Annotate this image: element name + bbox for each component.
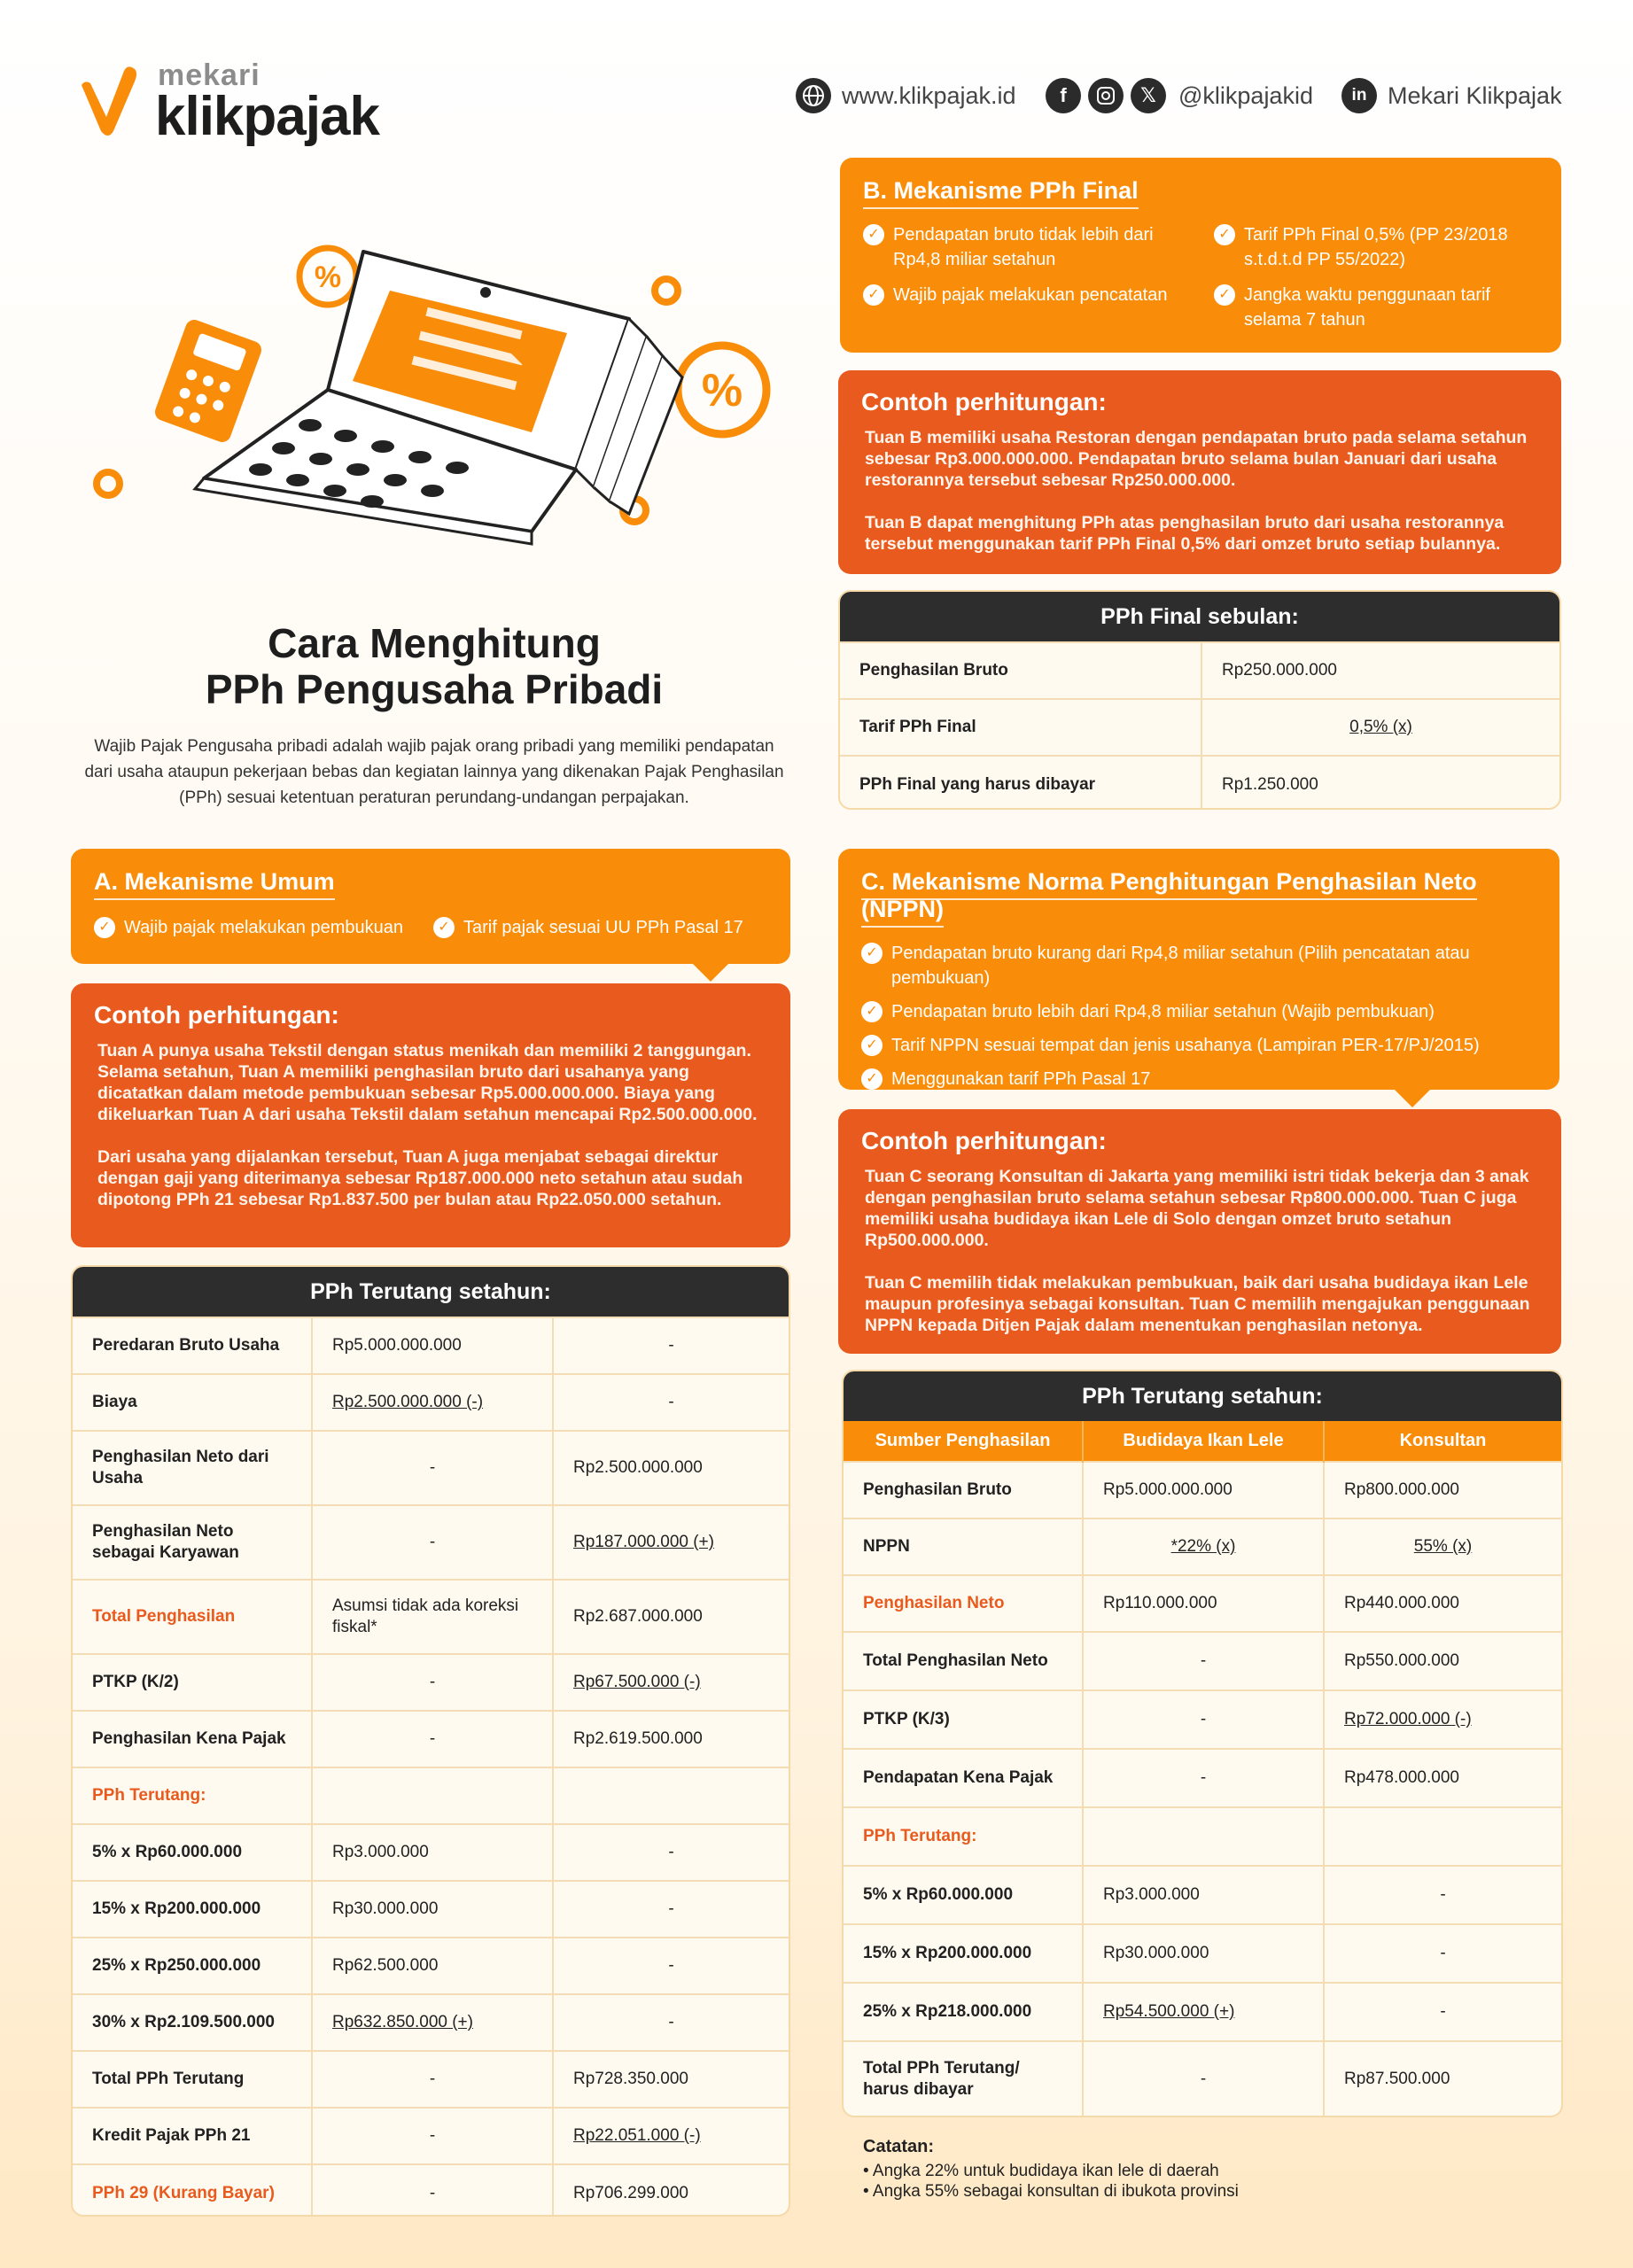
cell-value: - xyxy=(553,1881,789,1938)
book-laptop-illustration xyxy=(71,213,797,549)
cell-value: Rp1.250.000 xyxy=(1201,756,1559,810)
row-label: Total PPh Terutang xyxy=(73,2051,312,2108)
table-row xyxy=(844,2041,1561,2116)
row-label: 25% x Rp218.000.000 xyxy=(844,1983,1083,2041)
section-b-table xyxy=(838,590,1561,810)
linkedin-contact[interactable] xyxy=(1341,74,1562,117)
row-label: NPPN xyxy=(844,1518,1083,1575)
table-row xyxy=(73,1505,789,1580)
percent-badge-large-icon xyxy=(678,346,766,434)
globe-icon xyxy=(796,78,831,113)
section-a-example xyxy=(71,983,790,1247)
cell-value: Rp54.500.000 (+) xyxy=(1083,1983,1324,2041)
section-b-point: ✓ Wajib pajak melakukan pencatatan xyxy=(863,283,1209,332)
row-label: 5% x Rp60.000.000 xyxy=(844,1866,1083,1924)
section-a-table xyxy=(71,1265,790,2217)
cell-value: Rp2.687.000.000 xyxy=(553,1580,789,1654)
cell-value: - xyxy=(553,1994,789,2051)
check-icon: ✓ xyxy=(1214,284,1235,306)
check-icon: ✓ xyxy=(1214,224,1235,245)
section-c-example xyxy=(838,1109,1561,1354)
row-label: PTKP (K/2) xyxy=(73,1654,312,1711)
section-a-point: ✓ Wajib pajak melakukan pembukuan xyxy=(94,915,403,940)
cell-value: Rp2.619.500.000 xyxy=(553,1711,789,1767)
cell-value xyxy=(553,1767,789,1824)
example-paragraph: Tuan C memilih tidak melakukan pembukuan, baik dari usaha budidaya ikan Lele maupun profesinya sebagai konsultan. Tuan C memilih mengajukan penggunaan NPPN kepada Ditjen Pajak dalam menentukan penghasilan netonya. xyxy=(865,1273,1530,1335)
row-label: 30% x Rp2.109.500.000 xyxy=(73,1994,312,2051)
cell-value: - xyxy=(312,2051,553,2108)
cell-value: - xyxy=(1324,1924,1561,1983)
cell-value: Rp62.500.000 xyxy=(312,1938,553,1994)
example-paragraph: Tuan C seorang Konsultan di Jakarta yang memiliki istri tidak bekerja dan 3 anak dengan penghasilan bruto selama setahun sebesar Rp800.000.000. Tuan C juga memiliki usaha budidaya ikan Lele di Solo dengan omzet bruto setahun Rp500.000.000. xyxy=(865,1167,1529,1250)
cell-value: Rp5.000.000.000 xyxy=(312,1317,553,1374)
section-b-point: ✓ Tarif PPh Final 0,5% (PP 23/2018 s.t.d.t.d PP 55/2022) xyxy=(1214,222,1559,272)
note-item: • Angka 55% sebagai konsultan di ibukota provinsi xyxy=(863,2182,1239,2201)
cell-value: Rp87.500.000 xyxy=(1324,2041,1561,2116)
cell-value: - xyxy=(553,1824,789,1881)
section-c-title: C. Mekanisme Norma Penghitungan Penghasilan Neto (NPPN) xyxy=(838,849,1559,923)
cell-value: - xyxy=(553,1938,789,1994)
table-row xyxy=(73,1881,789,1938)
cell-value xyxy=(1083,1807,1324,1866)
row-label: 25% x Rp250.000.000 xyxy=(73,1938,312,1994)
cell-value: Rp67.500.000 (-) xyxy=(553,1654,789,1711)
check-icon: ✓ xyxy=(861,1035,883,1056)
linkedin-text: Mekari Klikpajak xyxy=(1388,82,1562,109)
row-label: Penghasilan Kena Pajak xyxy=(73,1711,312,1767)
table-row xyxy=(844,1749,1561,1807)
table-title: PPh Final sebulan: xyxy=(840,592,1559,641)
table-row xyxy=(844,1866,1561,1924)
check-icon: ✓ xyxy=(861,943,883,964)
row-label: Penghasilan Bruto xyxy=(844,1462,1083,1518)
row-label: Kredit Pajak PPh 21 xyxy=(73,2108,312,2164)
example-paragraph: Dari usaha yang dijalankan tersebut, Tuan A juga menjabat sebagai direktur dengan gaji yang diterimanya sebesar Rp187.000.000 neto setahun atau sudah dipotong PPh 21 sebesar Rp1.837.500 per bulan atau Rp22.050.000 setahun. xyxy=(97,1147,743,1209)
cell-value: - xyxy=(553,1374,789,1431)
row-label: Penghasilan Neto dari Usaha xyxy=(73,1431,312,1505)
cell-value: - xyxy=(312,2108,553,2164)
row-label: Penghasilan Neto sebagai Karyawan xyxy=(73,1505,312,1580)
table-row xyxy=(73,1767,789,1824)
cell-value: Rp110.000.000 xyxy=(1083,1575,1324,1632)
table-title: PPh Terutang setahun: xyxy=(844,1371,1561,1421)
cell-value: - xyxy=(312,1654,553,1711)
cell-value: 55% (x) xyxy=(1324,1518,1561,1575)
example-paragraph: Tuan B dapat menghitung PPh atas penghasilan bruto dari usaha restorannya tersebut menggunakan tarif PPh Final 0,5% dari omzet bruto setiap bulannya. xyxy=(865,513,1505,554)
calculator-icon xyxy=(152,317,264,445)
cell-value: - xyxy=(312,1711,553,1767)
table-row xyxy=(844,1807,1561,1866)
brand-klikpajak: klikpajak xyxy=(155,86,379,147)
example-paragraph: Tuan B memiliki usaha Restoran dengan pendapatan bruto pada selama setahun sebesar Rp3.000.000.000. Pendapatan bruto selama bulan Januari dari usaha restorannya tersebut sebesar Rp250.000.000. xyxy=(865,428,1528,490)
cell-value: - xyxy=(1083,1632,1324,1690)
page-title: Cara Menghitung PPh Pengusaha Pribadi xyxy=(205,620,664,712)
website-text: www.klikpajak.id xyxy=(842,82,1016,109)
cell-value: Rp632.850.000 (+) xyxy=(312,1994,553,2051)
row-label: Penghasilan Neto xyxy=(844,1575,1083,1632)
row-label: 15% x Rp200.000.000 xyxy=(73,1881,312,1938)
cell-value: Rp187.000.000 (+) xyxy=(553,1505,789,1580)
section-b-example xyxy=(838,370,1561,574)
svg-text:%: % xyxy=(314,260,342,294)
column-header: Sumber Penghasilan xyxy=(844,1421,1083,1462)
cell-value: - xyxy=(1083,2041,1324,2116)
svg-text:%: % xyxy=(701,365,743,416)
example-title: Contoh perhitungan: xyxy=(861,388,1107,416)
row-label: Total PPh Terutang/ harus dibayar xyxy=(844,2041,1083,2116)
row-label: Biaya xyxy=(73,1374,312,1431)
table-row xyxy=(73,1374,789,1431)
table-row xyxy=(844,1690,1561,1749)
table-row xyxy=(73,2051,789,2108)
cell-value: Rp550.000.000 xyxy=(1324,1632,1561,1690)
example-paragraph: Tuan A punya usaha Tekstil dengan status menikah dan memiliki 2 tanggungan. Selama setahun, Tuan A memiliki penghasilan bruto dari usahanya yang dicatatkan dalam metode pembukuan sebesar Rp5.000.000.000. Biaya yang dikeluarkan Tuan A dari usaha Tekstil dalam setahun mencapai Rp2.500.000.000. xyxy=(97,1041,758,1124)
cell-value: Rp3.000.000 xyxy=(312,1824,553,1881)
cell-value: Rp72.000.000 (-) xyxy=(1324,1690,1561,1749)
section-a-card xyxy=(71,849,790,964)
column-header: Budidaya Ikan Lele xyxy=(1083,1421,1324,1462)
social-contact[interactable] xyxy=(1046,74,1313,117)
cell-value: Asumsi tidak ada koreksi fiskal* xyxy=(312,1580,553,1654)
table-row xyxy=(73,1711,789,1767)
table-row xyxy=(840,756,1559,810)
cell-value: Rp30.000.000 xyxy=(312,1881,553,1938)
row-label: 15% x Rp200.000.000 xyxy=(844,1924,1083,1983)
linkedin-icon: in xyxy=(1341,78,1377,113)
table-row xyxy=(844,1575,1561,1632)
cell-value: 0,5% (x) xyxy=(1201,699,1559,756)
check-icon: ✓ xyxy=(433,917,455,938)
cell-value: Rp5.000.000.000 xyxy=(1083,1462,1324,1518)
section-c-point: ✓ Pendapatan bruto lebih dari Rp4,8 miliar setahun (Wajib pembukuan) xyxy=(861,999,1559,1024)
check-icon: ✓ xyxy=(94,917,115,938)
cell-value: - xyxy=(312,1505,553,1580)
table-row xyxy=(844,1518,1561,1575)
table-row xyxy=(73,1317,789,1374)
section-c-card xyxy=(838,849,1559,1090)
cell-value: *22% (x) xyxy=(1083,1518,1324,1575)
cell-value: - xyxy=(1083,1749,1324,1807)
section-b-card xyxy=(840,158,1561,353)
check-icon: ✓ xyxy=(861,1001,883,1022)
cell-value: - xyxy=(1083,1690,1324,1749)
table-row xyxy=(73,1824,789,1881)
section-c-table xyxy=(842,1370,1563,2117)
cell-value: Rp728.350.000 xyxy=(553,2051,789,2108)
cell-value: Rp2.500.000.000 xyxy=(553,1431,789,1505)
check-icon: ✓ xyxy=(863,224,884,245)
table-row xyxy=(844,1924,1561,1983)
section-a-point: ✓ Tarif pajak sesuai UU PPh Pasal 17 xyxy=(433,915,743,940)
cell-value: - xyxy=(1324,1983,1561,2041)
klikpajak-logo-icon xyxy=(76,62,138,138)
cell-value: Rp478.000.000 xyxy=(1324,1749,1561,1807)
cell-value xyxy=(1324,1807,1561,1866)
instagram-icon xyxy=(1088,78,1124,113)
table-row xyxy=(73,2164,789,2217)
table-row xyxy=(73,1938,789,1994)
row-label: PPh Final yang harus dibayar xyxy=(840,756,1201,810)
row-label: Peredaran Bruto Usaha xyxy=(73,1317,312,1374)
table-row xyxy=(73,1580,789,1654)
example-title: Contoh perhitungan: xyxy=(861,1127,1107,1154)
row-label: Pendapatan Kena Pajak xyxy=(844,1749,1083,1807)
cell-value xyxy=(312,1767,553,1824)
cell-value: Rp250.000.000 xyxy=(1201,642,1559,699)
check-icon: ✓ xyxy=(863,284,884,306)
row-label: PTKP (K/3) xyxy=(844,1690,1083,1749)
cell-value: - xyxy=(312,2164,553,2217)
percent-badge-icon xyxy=(299,248,356,305)
table-row xyxy=(73,1431,789,1505)
intro-paragraph: Wajib Pajak Pengusaha pribadi adalah wajib pajak orang pribadi yang memiliki pendapatan dari usaha ataupun pekerjaan bebas dan kegiatan lainnya yang dikenakan Pajak Penghasilan (PPh) sesuai ketentuan peraturan perundang-undangan perpajakan. xyxy=(84,737,784,807)
cell-value: Rp706.299.000 xyxy=(553,2164,789,2217)
cell-value: - xyxy=(553,1317,789,1374)
table-row xyxy=(73,2108,789,2164)
section-c-point: ✓ Tarif NPPN sesuai tempat dan jenis usahanya (Lampiran PER-17/PJ/2015) xyxy=(861,1033,1559,1058)
section-b-point: ✓ Pendapatan bruto tidak lebih dari Rp4,8 miliar setahun xyxy=(863,222,1209,272)
row-label: Tarif PPh Final xyxy=(840,699,1201,756)
section-a-title: A. Mekanisme Umum xyxy=(71,849,790,896)
table-row xyxy=(73,1654,789,1711)
section-c-point: ✓ Menggunakan tarif PPh Pasal 17 xyxy=(861,1067,1559,1091)
section-c-point: ✓ Pendapatan bruto kurang dari Rp4,8 miliar setahun (Pilih pencatatan atau pembukuan) xyxy=(861,941,1559,990)
facebook-icon: f xyxy=(1046,78,1081,113)
notes xyxy=(863,2137,1572,2202)
note-item: • Angka 22% untuk budidaya ikan lele di daerah xyxy=(863,2162,1219,2180)
table-row xyxy=(840,642,1559,699)
table-row xyxy=(73,1994,789,2051)
section-b-point: ✓ Jangka waktu penggunaan tarif selama 7 tahun xyxy=(1214,283,1559,332)
cell-value: Rp22.051.000 (-) xyxy=(553,2108,789,2164)
row-label: Total Penghasilan Neto xyxy=(844,1632,1083,1690)
row-label: Total Penghasilan xyxy=(73,1580,312,1654)
row-label: PPh 29 (Kurang Bayar) xyxy=(73,2164,312,2217)
cell-value: Rp2.500.000.000 (-) xyxy=(312,1374,553,1431)
table-row xyxy=(844,1632,1561,1690)
table-title: PPh Terutang setahun: xyxy=(73,1267,789,1317)
social-handle-text: @klikpajakid xyxy=(1178,82,1313,109)
table-row xyxy=(844,1462,1561,1518)
cell-value: - xyxy=(312,1431,553,1505)
website-contact[interactable] xyxy=(796,74,1016,117)
cell-value: - xyxy=(1324,1866,1561,1924)
notes-title: Catatan: xyxy=(863,2137,935,2156)
brand-mekari: mekari xyxy=(158,58,261,92)
cell-value: Rp800.000.000 xyxy=(1324,1462,1561,1518)
cell-value: Rp440.000.000 xyxy=(1324,1575,1561,1632)
cell-value: Rp30.000.000 xyxy=(1083,1924,1324,1983)
row-label: PPh Terutang: xyxy=(844,1807,1083,1866)
row-label: 5% x Rp60.000.000 xyxy=(73,1824,312,1881)
column-header: Konsultan xyxy=(1324,1421,1561,1462)
table-row xyxy=(840,699,1559,756)
table-row xyxy=(844,1983,1561,2041)
x-twitter-icon: 𝕏 xyxy=(1131,78,1166,113)
cell-value: Rp3.000.000 xyxy=(1083,1866,1324,1924)
row-label: Penghasilan Bruto xyxy=(840,642,1201,699)
row-label: PPh Terutang: xyxy=(73,1767,312,1824)
example-title: Contoh perhitungan: xyxy=(94,1001,339,1029)
check-icon: ✓ xyxy=(861,1068,883,1090)
section-b-title: B. Mekanisme PPh Final xyxy=(840,158,1561,205)
